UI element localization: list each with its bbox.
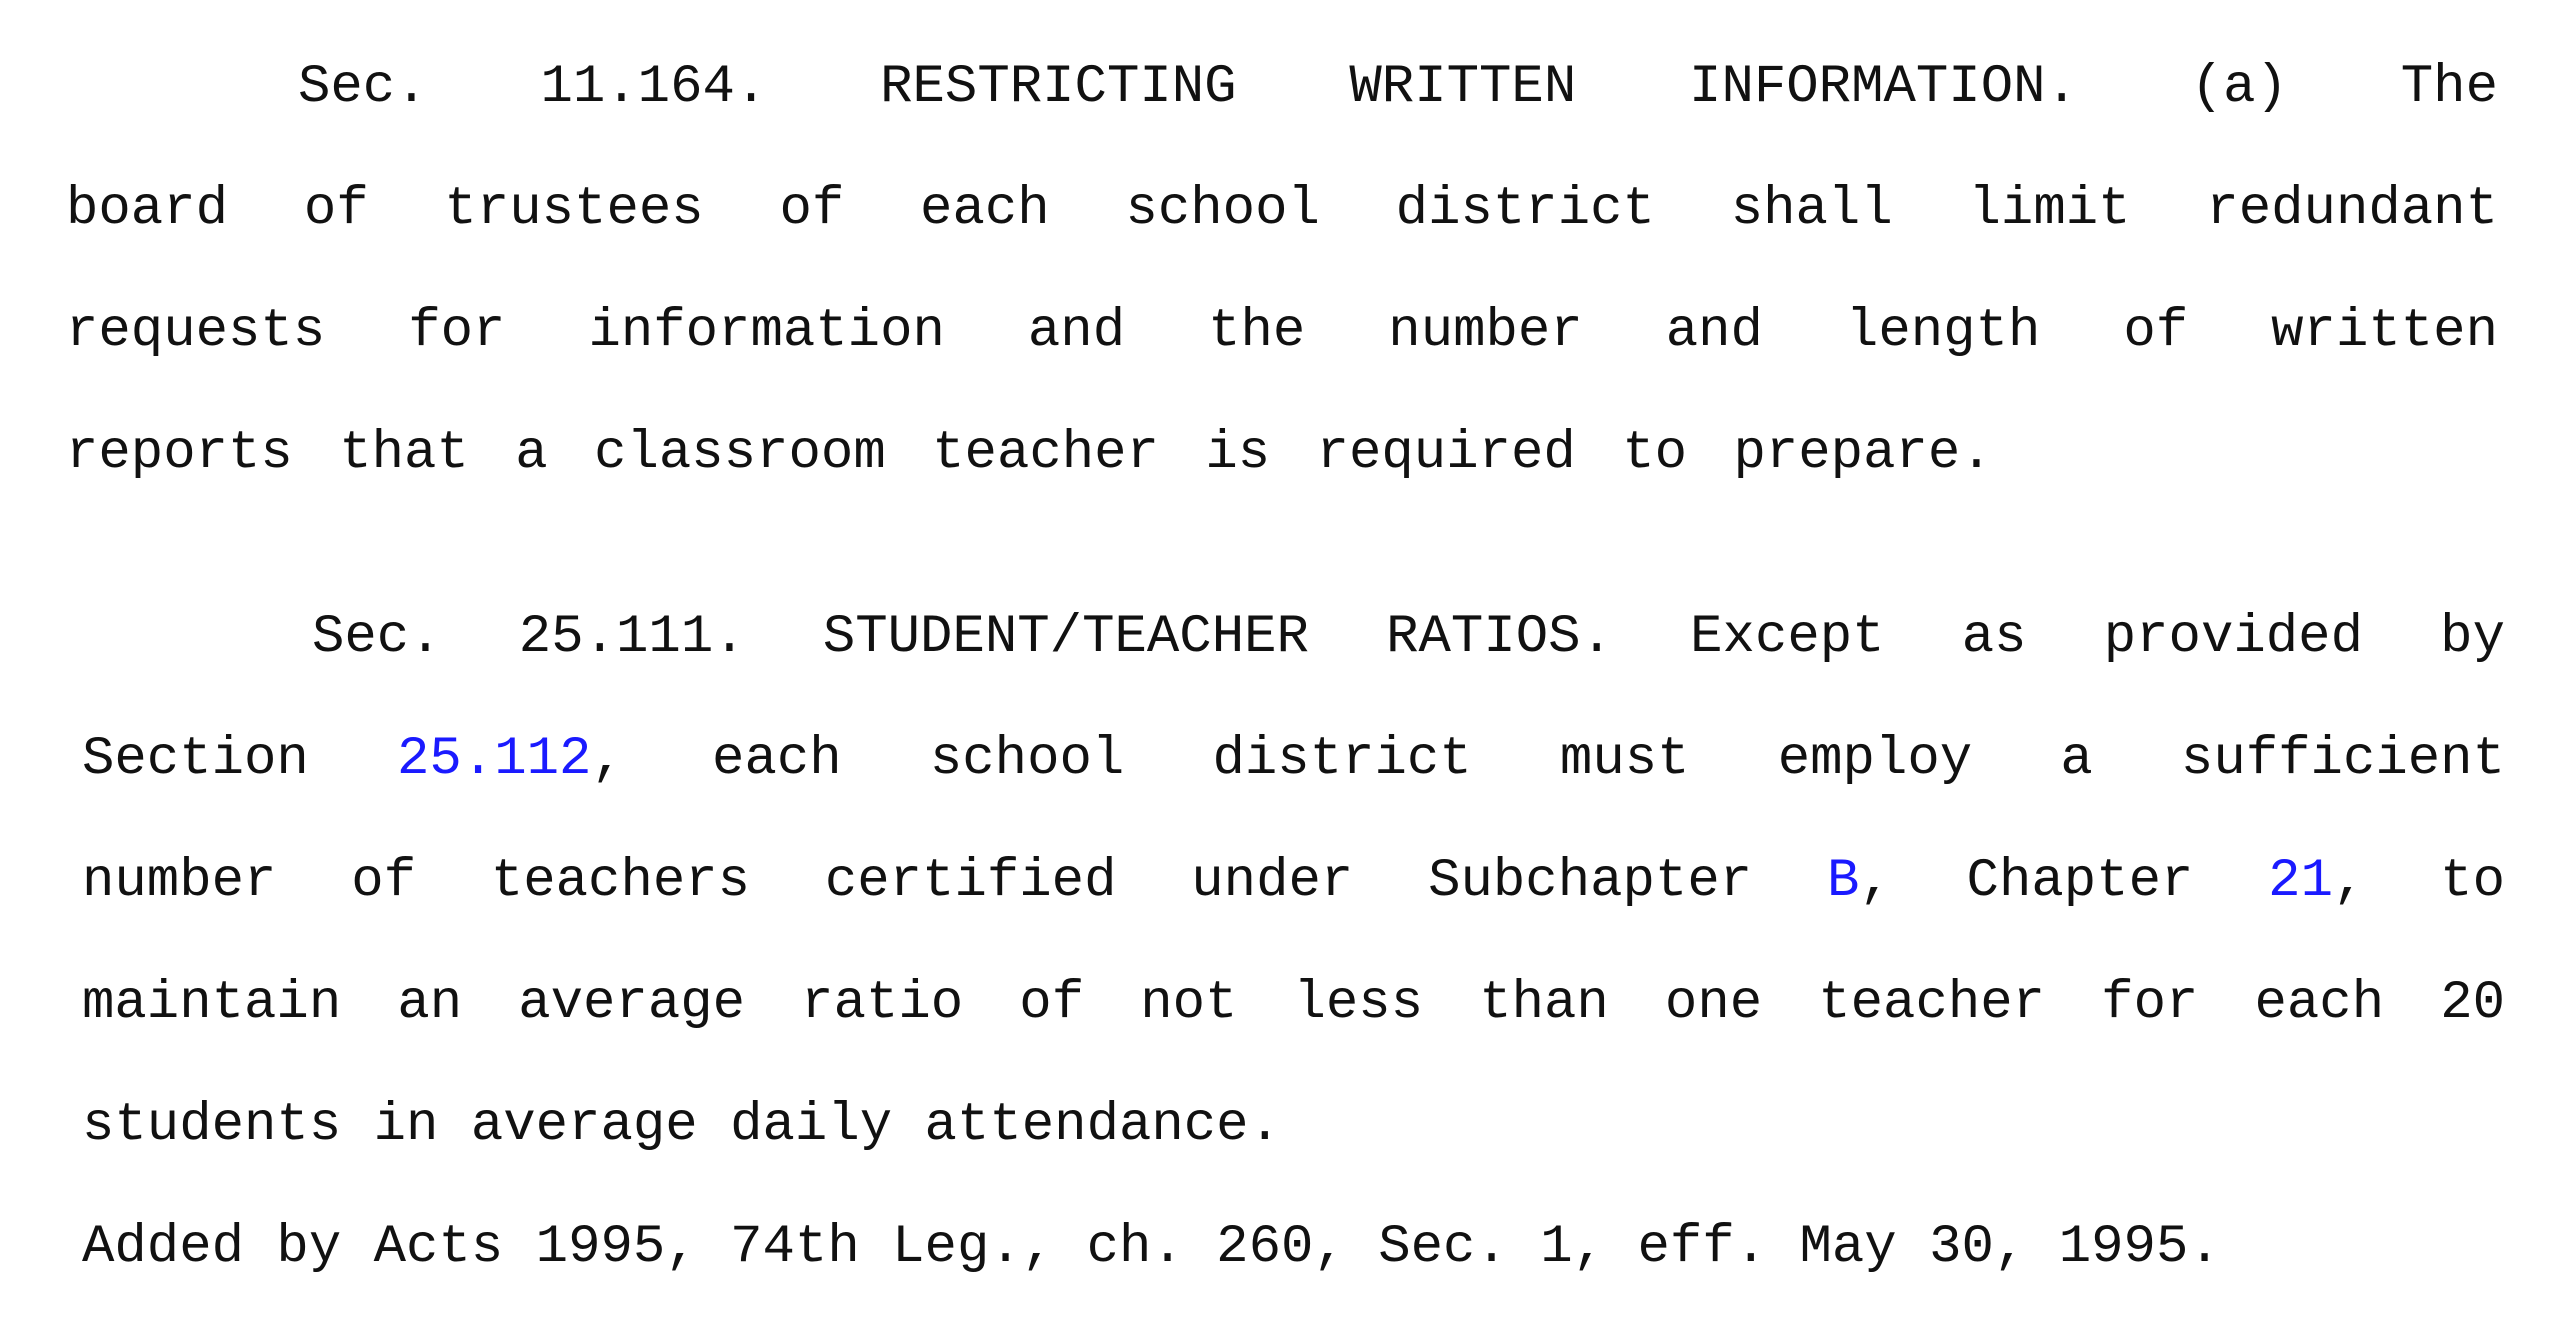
section-11-164-line-3: requests for information and the number and length of written: [66, 301, 2498, 362]
line-3-text-a: number of teachers certified under Subchapter: [82, 851, 1827, 912]
link-subchapter-b[interactable]: B: [1826, 851, 1860, 912]
section-11-164-line-4: reports that a classroom teacher is required to prepare.: [66, 423, 1993, 484]
history-note: Added by Acts 1995, 74th Leg., ch. 260, Sec. 1, eff. May 30, 1995.: [82, 1217, 2221, 1278]
section-25-111-line-4: maintain an average ratio of not less than one teacher for each 20: [82, 973, 2505, 1034]
section-25-111-line-1: Sec. 25.111. STUDENT/TEACHER RATIOS. Except as provided by: [312, 607, 2505, 668]
line-3-text-b: , Chapter: [1859, 851, 2269, 912]
line-3-text-c: , to: [2332, 851, 2505, 912]
link-section-25-112[interactable]: 25.112: [397, 729, 592, 790]
section-25-111-line-3: [82, 850, 2505, 914]
section-25-111-line-5: students in average daily attendance.: [82, 1095, 1281, 1156]
line-2-text-b: , each school district must employ a sufficient: [591, 729, 2505, 790]
line-2-text-a: Section: [82, 729, 398, 790]
section-11-164-line-1: Sec. 11.164. RESTRICTING WRITTEN INFORMATION. (a) The: [298, 57, 2498, 118]
section-25-111-line-2: [82, 728, 2505, 792]
link-chapter-21[interactable]: 21: [2268, 851, 2333, 912]
section-11-164-line-2: board of trustees of each school district shall limit redundant: [66, 179, 2498, 240]
